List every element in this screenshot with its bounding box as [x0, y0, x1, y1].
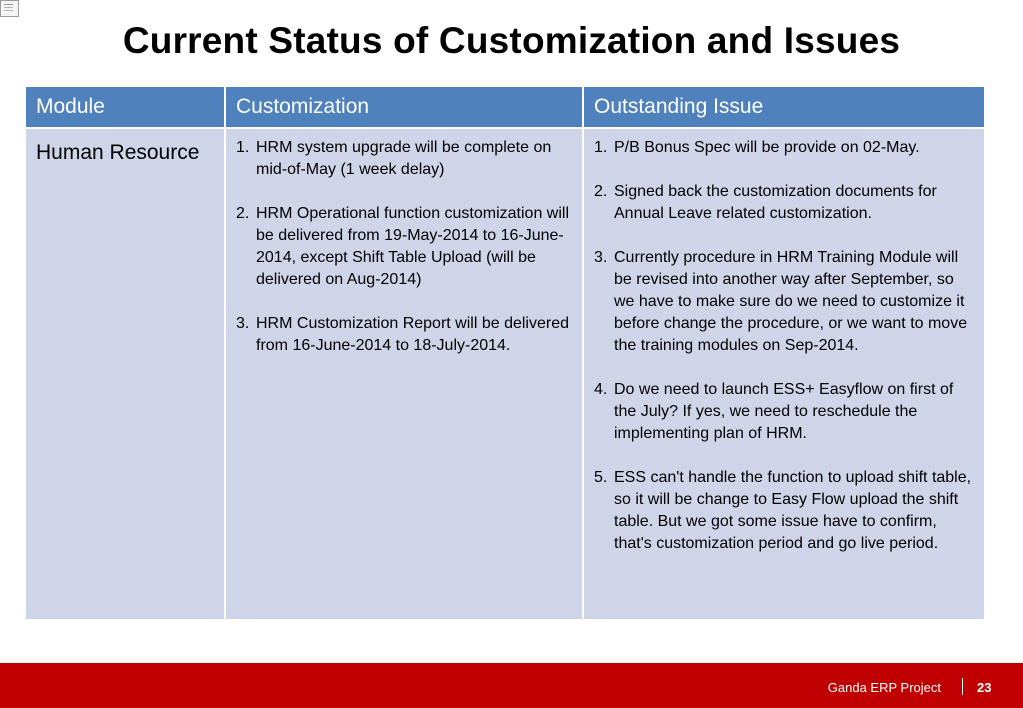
list-number: 3.	[236, 315, 250, 332]
list-item	[594, 467, 976, 555]
list-number: 2.	[594, 183, 608, 200]
list-number: 1.	[594, 139, 608, 156]
list-text: HRM system upgrade will be complete on mid-of-May (1 week delay)	[256, 139, 552, 178]
page-title: Current Status of Customization and Issues	[122, 20, 901, 61]
list-text: Currently procedure in HRM Training Module will be revised into another way after September, so we have to make sure do we need to customize it before change the procedure, or we want to move the training modules on Sep-2014.	[614, 249, 968, 354]
customization-cell	[225, 128, 583, 620]
footer-bar	[0, 663, 1023, 708]
list-number: 5.	[594, 469, 608, 486]
outstanding-issue-cell	[583, 128, 985, 620]
page-number: 23	[977, 680, 992, 695]
footer-project-name: Ganda ERP Project	[827, 680, 941, 695]
header-customization: Customization	[225, 86, 583, 128]
list-item	[236, 203, 574, 291]
list-text: HRM Customization Report will be delivered from 16-June-2014 to 18-July-2014.	[256, 315, 570, 354]
list-item	[236, 137, 574, 181]
list-item	[594, 247, 976, 357]
table-row	[25, 128, 985, 620]
list-item	[236, 313, 574, 357]
header-outstanding-issue: Outstanding Issue	[583, 86, 985, 128]
footer-divider	[962, 678, 963, 695]
list-number: 4.	[594, 381, 608, 398]
list-number: 3.	[594, 249, 608, 266]
list-text: P/B Bonus Spec will be provide on 02-May.	[614, 139, 920, 156]
list-item	[594, 181, 976, 225]
list-number: 1.	[236, 139, 250, 156]
issue-list	[594, 137, 976, 555]
list-text: ESS can't handle the function to upload shift table, so it will be change to Easy Flow upload the shift table. But we got some issue have to confirm, that's customization period and go live period.	[614, 469, 972, 552]
slide-thumbnail-icon	[0, 0, 19, 17]
customization-list	[236, 137, 574, 357]
list-item	[594, 137, 976, 159]
list-text: Signed back the customization documents for Annual Leave related customization.	[614, 183, 937, 222]
list-item	[594, 379, 976, 445]
header-module: Module	[25, 86, 225, 128]
module-cell: Human Resource	[25, 128, 225, 620]
list-text: HRM Operational function customization will be delivered from 19-May-2014 to 16-June-2014, except Shift Table Upload (will be delivered on Aug-2014)	[256, 205, 570, 288]
list-text: Do we need to launch ESS+ Easyflow on first of the July? If yes, we need to reschedule the implementing plan of HRM.	[614, 381, 954, 442]
table-header-row	[25, 86, 985, 128]
status-table	[24, 85, 986, 621]
list-number: 2.	[236, 205, 250, 222]
